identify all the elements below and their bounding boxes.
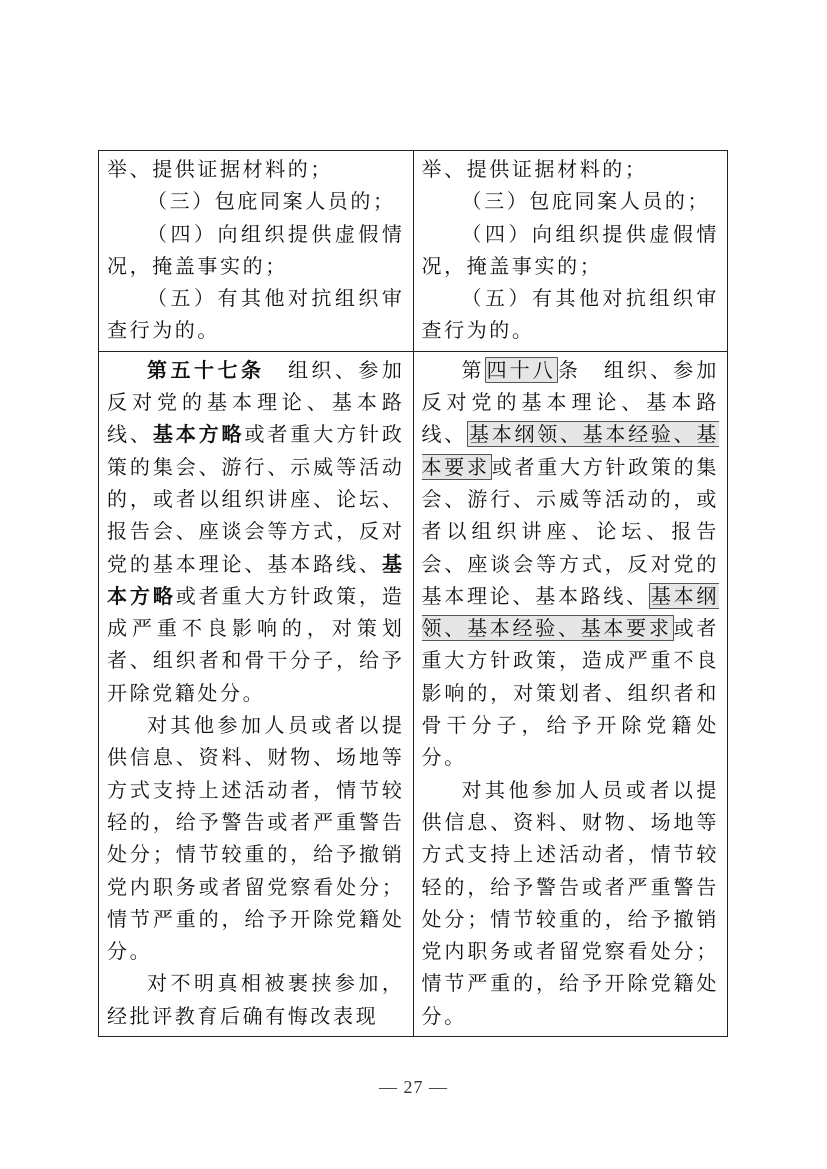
paragraph: （五）有其他对抗组织审查行为的。 xyxy=(421,286,719,343)
highlighted-term: 四十八 xyxy=(486,357,556,382)
paragraph: 对其他参加人员或者以提供信息、资料、财物、场地等方式支持上述活动者，情节较轻的，给予警告或者严重警告处分；情节较重的，给予撤销党内职务或者留党察看处分；情节严重的，给予开除党籍处分。 xyxy=(421,777,719,1028)
right-cell-row2 xyxy=(413,351,728,1036)
highlighted-term: 基本纲领、基本经验、基本要求 xyxy=(421,422,719,479)
text-segment: 条 xyxy=(557,357,581,382)
table-row xyxy=(99,351,728,1036)
paragraph: （三）包庇同案人员的； xyxy=(147,189,396,214)
paragraph: （四）向组织提供虚假情况，掩盖事实的； xyxy=(107,221,405,278)
text-segment: 或者重大方针政策，造成严重不良影响的，对策划者、组织者和骨干分子，给予开除党籍处分。 xyxy=(421,616,719,770)
text-segment: 或者重大方针政策的集会、游行、示威等活动的，或者以组织讲座、论坛、报告会、座谈会等方式，反对党的基本理论、基本路线、 xyxy=(107,422,405,576)
left-cell-row1 xyxy=(99,151,414,352)
paragraph: 对其他参加人员或者以提供信息、资料、财物、场地等方式支持上述活动者，情节较轻的，给予警告或者严重警告处分；情节较重的，给予撤销党内职务或者留党察看处分；情节严重的，给予开除党籍处分。 xyxy=(107,713,405,964)
paragraph: 对不明真相被裹挟参加，经批评教育后确有悔改表现 xyxy=(107,971,405,1028)
article-number: 第五十七条 xyxy=(147,357,265,382)
table-row xyxy=(99,151,728,352)
comparison-table xyxy=(98,150,728,1037)
paragraph: 举、提供证据材料的； xyxy=(107,157,333,181)
paragraph: 举、提供证据材料的； xyxy=(421,157,648,181)
highlighted-term: 基本纲领、基本经验、基本要求 xyxy=(421,583,719,641)
article-paragraph xyxy=(422,354,720,774)
bold-term: 基本方略 xyxy=(152,422,245,447)
right-cell-row1 xyxy=(413,151,728,352)
paragraph: （五）有其他对抗组织审查行为的。 xyxy=(107,286,405,343)
text-segment: 组织、参加反对党的基本理论、基本路线、 xyxy=(421,357,719,447)
text-segment: 第 xyxy=(461,357,485,382)
bold-term: 基本方略 xyxy=(107,551,405,608)
page-number: — 27 — xyxy=(379,1077,448,1097)
text-segment: 或者重大方针政策的集会、游行、示威等活动的，或者以组织讲座、论坛、报告会、座谈会等方式，反对党的基本理论、基本路线、 xyxy=(421,454,719,608)
paragraph: （三）包庇同案人员的； xyxy=(461,189,711,214)
left-cell-row2 xyxy=(99,351,414,1036)
text-segment: 组织、参加反对党的基本理论、基本路线、 xyxy=(107,357,405,447)
article-paragraph xyxy=(107,354,405,709)
paragraph: （四）向组织提供虚假情况，掩盖事实的； xyxy=(421,221,719,278)
text-segment: 或者重大方针政策，造成严重不良影响的，对策划者、组织者和骨干分子，给予开除党籍处分。 xyxy=(107,583,405,705)
